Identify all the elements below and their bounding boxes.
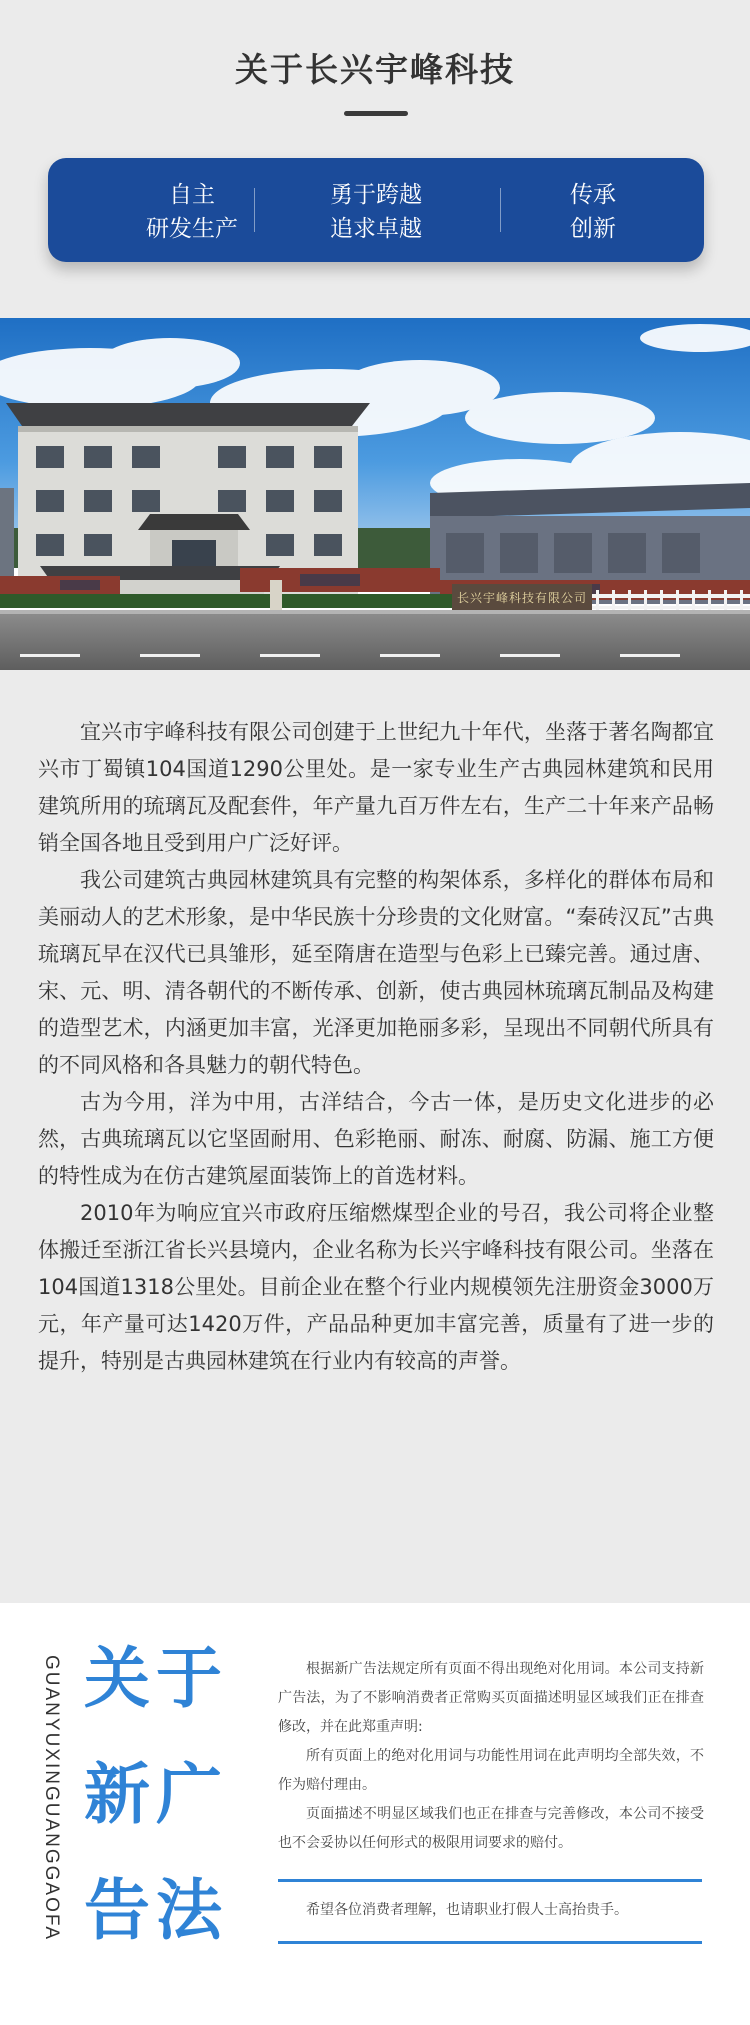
ad-law-title-line: 告法 xyxy=(84,1872,228,1949)
feature-item-rd xyxy=(92,178,292,246)
about-section xyxy=(0,670,750,1603)
feature-divider xyxy=(254,188,255,232)
about-paragraph: 我公司建筑古典园林建筑具有完整的构架体系，多样化的群体布局和美丽动人的艺术形象，是中华民族十分珍贵的文化财富。“秦砖汉瓦”古典琉璃瓦早在汉代已具雏形，延至隋唐在造型与色彩上已臻完善。通过唐、宋、元、明、清各朝代的不断传承、创新，使古典园林琉璃瓦制品及构建的造型艺术，内涵更加丰富，光泽更加艳丽多彩，呈现出不同朝代所具有的不同风格和各具魅力的朝代特色。 xyxy=(38,868,714,1077)
ad-law-paragraph: 根据新广告法规定所有页面不得出现绝对化用词。本公司支持新广告法，为了不影响消费者正常购买页面描述明显区域我们正在排查修改，并在此郑重声明: xyxy=(278,1661,704,1735)
ad-law-statement xyxy=(278,1655,704,1858)
ad-law-footer: 希望各位消费者理解，也请职业打假人士高抬贵手。 xyxy=(306,1902,628,1918)
pinyin-vertical-text: GUANYUXINGUANGGAOFA xyxy=(41,1655,62,1942)
ad-law-title-line: 新广 xyxy=(84,1756,228,1833)
ad-law-bottom-rule xyxy=(278,1941,702,1944)
company-sign-text: 长兴宇峰科技有限公司 xyxy=(456,591,588,605)
feature-banner xyxy=(48,158,704,262)
ad-law-section xyxy=(0,1603,750,2025)
feature-line1: 勇于跨越 xyxy=(330,182,422,208)
feature-item-innovation xyxy=(493,178,693,246)
about-paragraph: 宜兴市宇峰科技有限公司创建于上世纪九十年代，坐落于著名陶都宜兴市丁蜀镇104国道1290公里处。是一家专业生产古典园林建筑和民用建筑所用的琉璃瓦及配套件，年产量九百万件左右，生产二十年来产品畅销全国各地且受到用户广泛好评。 xyxy=(38,720,714,855)
header-section xyxy=(0,0,750,318)
ad-law-paragraph: 页面描述不明显区域我们也正在排查与完善修改，本公司不接受也不会妥协以任何形式的极限用词要求的赔付。 xyxy=(278,1806,704,1851)
about-paragraph: 古为今用，洋为中用，古洋结合，今古一体，是历史文化进步的必然，古典琉璃瓦以它坚固耐用、色彩艳丽、耐冻、耐腐、防漏、施工方便的特性成为在仿古建筑屋面装饰上的首选材料。 xyxy=(38,1090,714,1188)
feature-line2: 研发生产 xyxy=(146,216,238,242)
ad-law-title-line: 关于 xyxy=(84,1640,228,1717)
feature-item-excellence xyxy=(276,178,476,246)
about-paragraph: 2010年为响应宜兴市政府压缩燃煤型企业的号召，我公司将企业整体搬迁至浙江省长兴县境内，企业名称为长兴宇峰科技有限公司。坐落在104国道1318公里处。目前企业在整个行业内规模领先注册资金3000万元，年产量可达1420万件，产品品种更加丰富完善，质量有了进一步的提升，特别是古典园林建筑在行业内有较高的声誉。 xyxy=(38,1201,714,1373)
feature-line2: 创新 xyxy=(570,216,616,242)
title-underline xyxy=(344,111,408,116)
feature-line1: 自主 xyxy=(169,182,215,208)
ad-law-paragraph: 所有页面上的绝对化用词与功能性用词在此声明均全部失效，不作为赔付理由。 xyxy=(278,1748,704,1793)
ad-law-top-rule xyxy=(278,1879,702,1882)
feature-line2: 追求卓越 xyxy=(330,216,422,242)
feature-line1: 传承 xyxy=(570,182,616,208)
about-text xyxy=(38,714,714,1380)
factory-photo xyxy=(0,318,750,670)
page-title: 关于长兴宇峰科技 xyxy=(235,50,515,89)
